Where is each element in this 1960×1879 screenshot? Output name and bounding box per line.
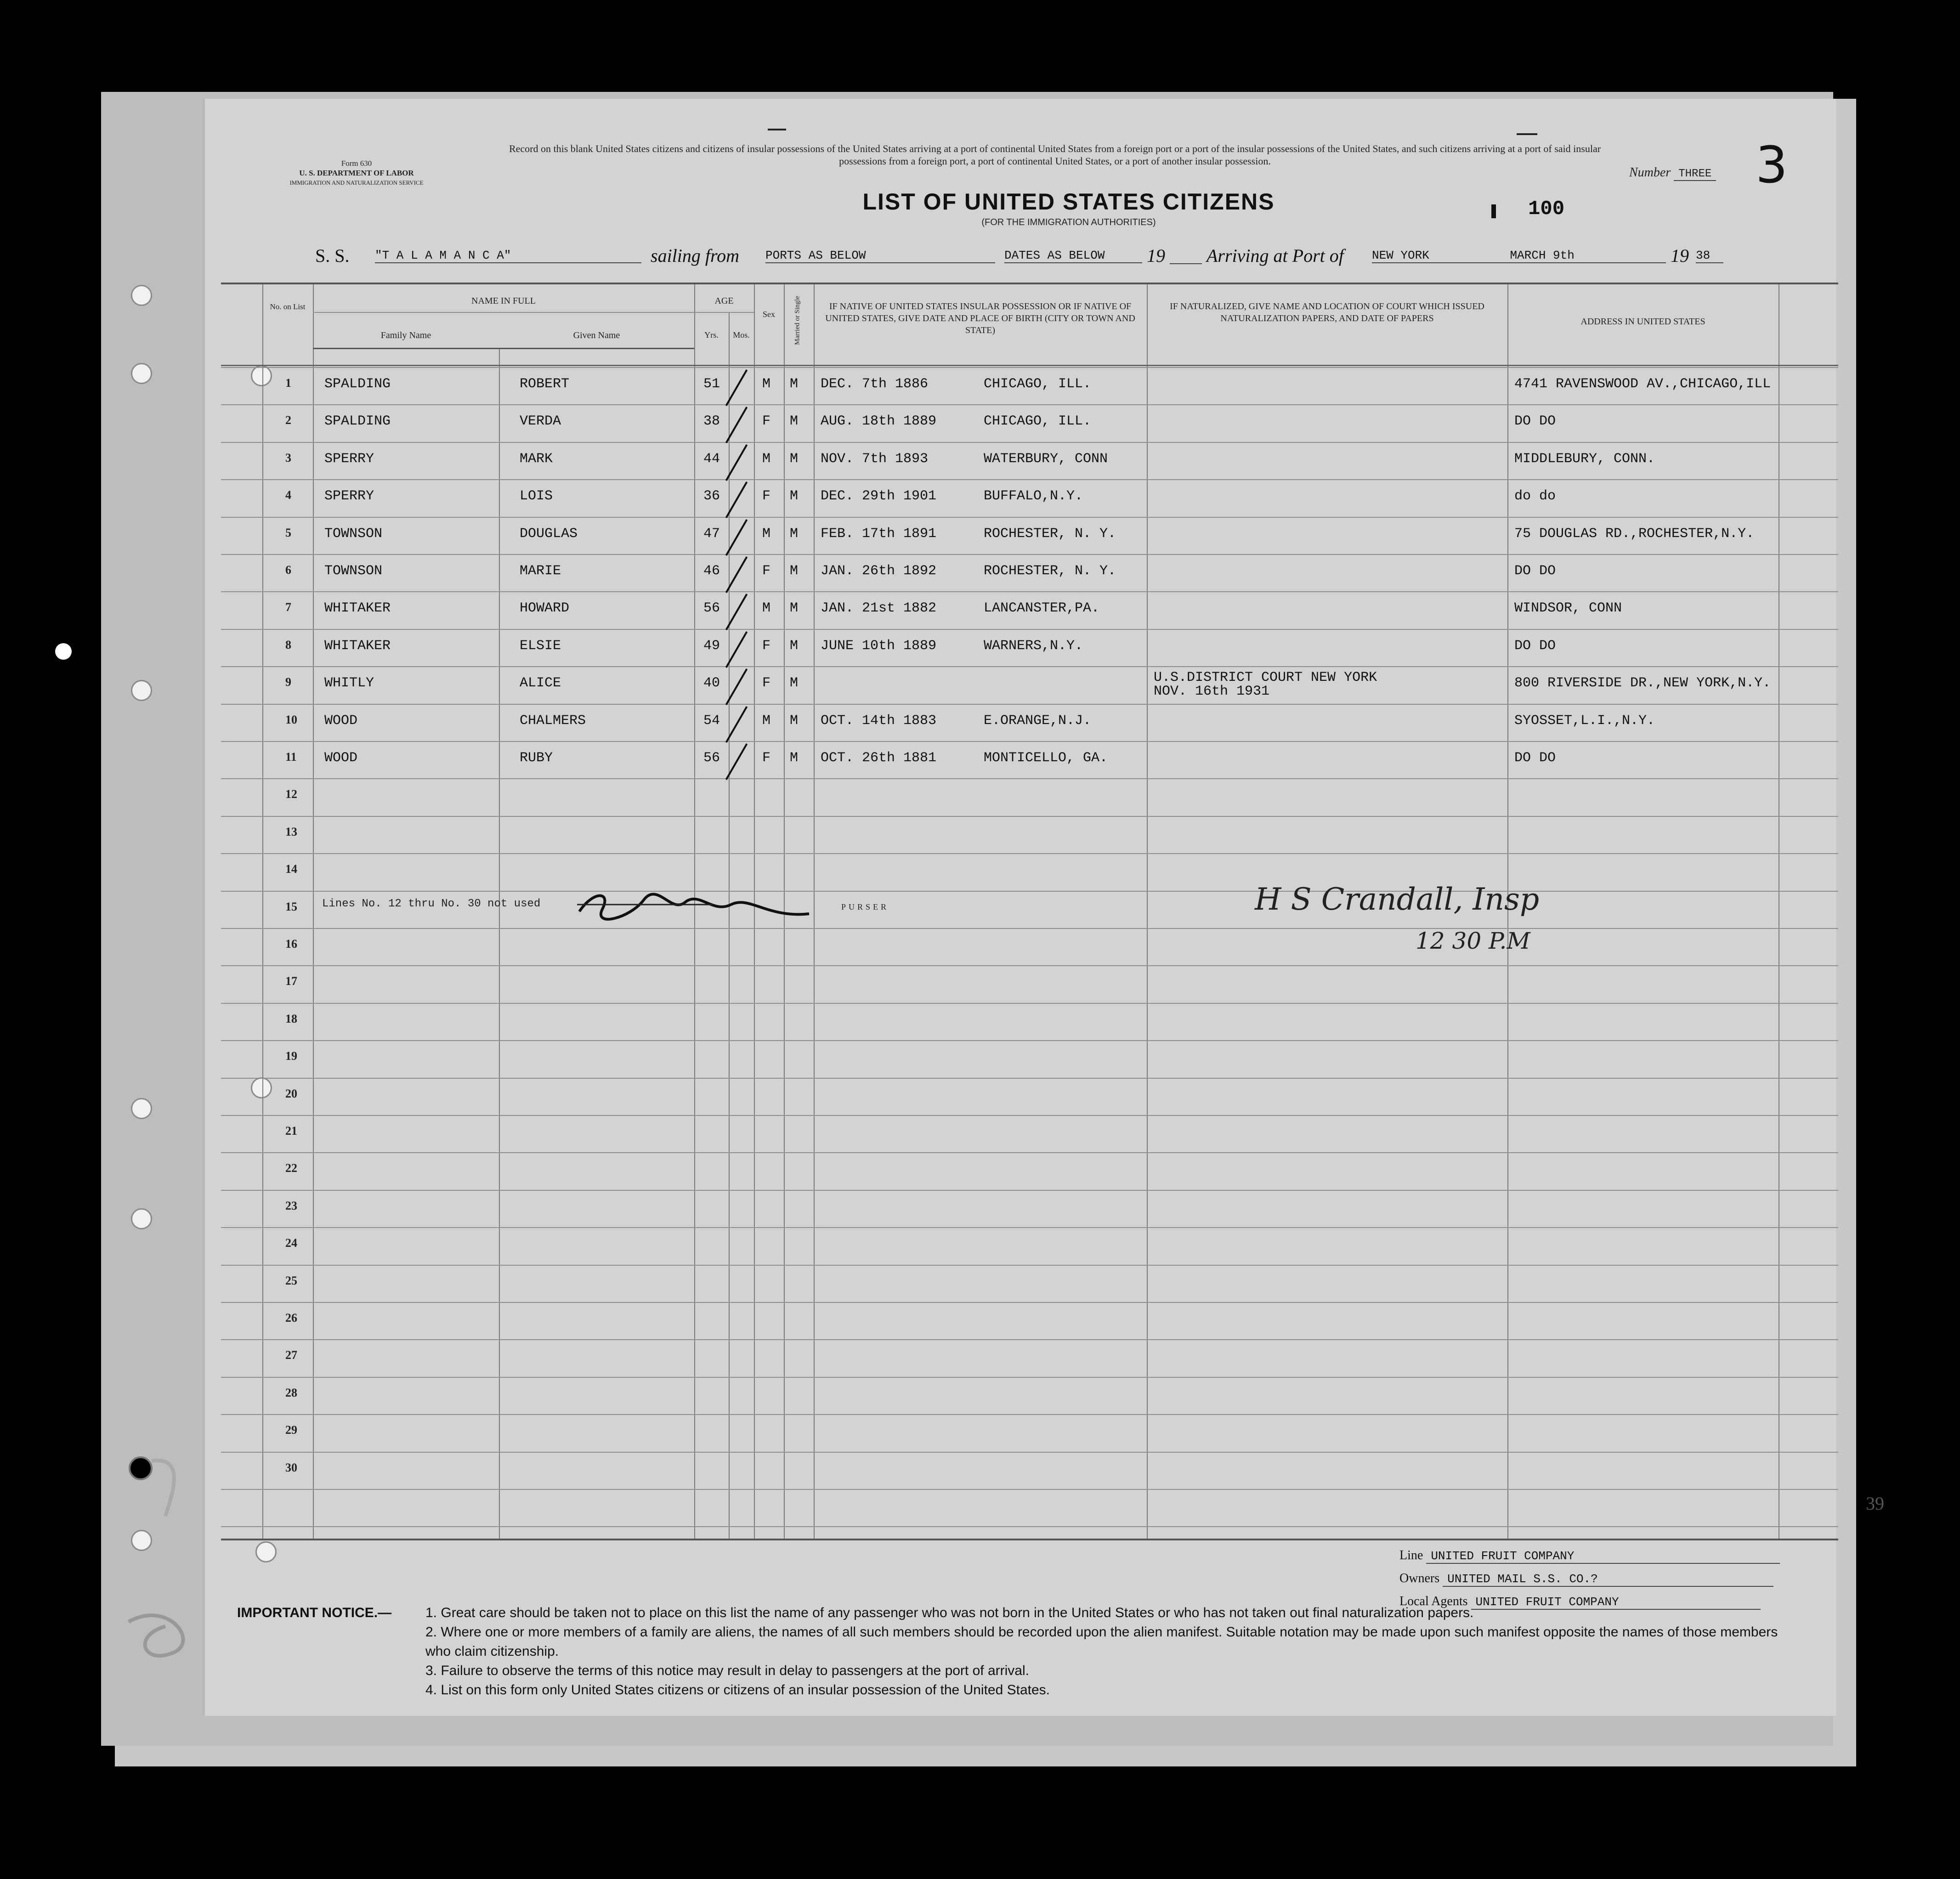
agents-label: Local Agents (1399, 1594, 1468, 1608)
table-row (221, 629, 1829, 666)
cell-birth-place: MONTICELLO, GA. (984, 750, 1108, 766)
arrival-year: 38 (1696, 249, 1723, 263)
cell-address: do do (1514, 488, 1556, 504)
tally-mark (725, 706, 748, 743)
cell-age: 54 (703, 713, 720, 729)
header-family-name: Family Name (380, 330, 431, 340)
agents-value: UNITED FRUIT COMPANY (1471, 1595, 1761, 1610)
owners-label: Owners (1399, 1571, 1440, 1585)
line-number: 18 (285, 1012, 297, 1025)
line-number: 25 (285, 1273, 297, 1287)
table-row (221, 704, 1829, 741)
header-no-on-list: No. on List (270, 302, 306, 311)
line-field (1399, 1548, 1813, 1571)
cell-address: WINDSOR, CONN (1514, 600, 1622, 617)
cell-address: 75 DOUGLAS RD.,ROCHESTER,N.Y. (1514, 526, 1755, 542)
cell-birth-place: WARNERS,N.Y. (984, 638, 1083, 654)
cell-address: DO DO (1514, 563, 1556, 579)
cell-address: MIDDLEBURY, CONN. (1514, 451, 1655, 467)
cell-no: 3 (285, 451, 291, 464)
ss-label: S. S. (315, 245, 350, 266)
cell-birth-place: E.ORANGE,N.J. (984, 713, 1092, 729)
cell-no: 8 (285, 638, 291, 651)
inspector-time: 12 30 P.M (1416, 928, 1530, 954)
tally-mark (725, 594, 748, 630)
table-row (221, 517, 1829, 554)
header-yrs: Yrs. (704, 330, 719, 340)
cell-given: LOIS (520, 488, 553, 504)
cell-given: CHALMERS (520, 713, 586, 729)
cell-no: 1 (285, 376, 291, 390)
cell-address: DO DO (1514, 413, 1556, 430)
cell-given: HOWARD (520, 600, 570, 617)
cell-birth-date: DEC. 7th 1886 (821, 376, 929, 392)
cell-sex: M (762, 600, 771, 617)
owners-value: UNITED MAIL S.S. CO.? (1443, 1572, 1773, 1587)
cell-ms: M (790, 600, 799, 617)
line-number: 19 (285, 1049, 297, 1063)
number-field (1629, 165, 1716, 180)
sailing-from: PORTS AS BELOW (765, 249, 995, 263)
cell-given: VERDA (520, 413, 561, 430)
cell-ms: M (790, 526, 799, 542)
purser-label: PURSER (841, 902, 889, 911)
cell-birth-date: FEB. 17th 1891 (821, 526, 937, 542)
cell-family: SPERRY (324, 488, 374, 504)
form-sheet (202, 99, 1884, 1716)
purser-signature-scribble (575, 886, 814, 928)
header-age: AGE (714, 296, 734, 306)
notice-item: 1. Great care should be taken not to place on this list the name of any passenger who was not born in the United States or who has not taken out final naturalization papers. (425, 1605, 1474, 1620)
cell-ms: M (790, 638, 799, 654)
cell-birth-date: OCT. 14th 1883 (821, 713, 937, 729)
notice-title: IMPORTANT NOTICE.— (237, 1605, 392, 1620)
cell-sex: F (762, 750, 771, 766)
cell-birth-place: BUFFALO,N.Y. (984, 488, 1083, 504)
port-name: NEW YORK (1372, 249, 1429, 262)
cell-ms: M (790, 675, 799, 691)
stamp-mark (1491, 204, 1496, 218)
header-address: ADDRESS IN UNITED STATES (1580, 317, 1705, 327)
cell-no: 9 (285, 675, 291, 689)
cell-age: 56 (703, 600, 720, 617)
department: U. S. DEPARTMENT OF LABOR (299, 169, 414, 177)
stamp-number: 100 (1528, 198, 1565, 221)
form-id-block (265, 158, 448, 187)
tally-mark (725, 369, 748, 406)
line-value: UNITED FRUIT COMPANY (1426, 1549, 1780, 1564)
tally-mark (725, 519, 748, 556)
dates-field: DATES AS BELOW (1004, 249, 1142, 263)
notice-item: 2. Where one or more members of a family are aliens, the names of all such members should be recorded upon the alien manifest. Suitable notation may be made upon such manifest opposite the names of those members who claim citizenship. (425, 1624, 1778, 1659)
cell-ms: M (790, 750, 799, 766)
tally-mark (725, 481, 748, 518)
cell-sex: F (762, 413, 771, 430)
cell-address: SYOSSET,L.I.,N.Y. (1514, 713, 1655, 729)
cell-sex: F (762, 488, 771, 504)
ship-name: "T A L A M A N C A" (375, 249, 641, 263)
cell-family: SPALDING (324, 413, 391, 430)
line-number: 21 (285, 1124, 297, 1138)
table-row (221, 367, 1829, 404)
cell-ms: M (790, 713, 799, 729)
cell-family: WHITAKER (324, 638, 391, 654)
cell-age: 47 (703, 526, 720, 542)
cell-family: WOOD (324, 713, 358, 729)
cell-birth-date: JAN. 26th 1892 (821, 563, 937, 579)
cell-ms: M (790, 451, 799, 467)
line-number: 20 (285, 1087, 297, 1100)
line-number: 16 (285, 937, 297, 951)
cell-age: 36 (703, 488, 720, 504)
cell-given: ALICE (520, 675, 561, 691)
cell-birth-date: AUG. 18th 1889 (821, 413, 937, 430)
tally-mark (725, 631, 748, 668)
cell-family: SPERRY (324, 451, 374, 467)
header-name-in-full: NAME IN FULL (471, 296, 536, 306)
binder-hole (131, 285, 152, 306)
dash-mark (768, 129, 786, 130)
cell-sex: M (762, 526, 771, 542)
header-mos: Mos. (733, 330, 750, 340)
port-field (1372, 249, 1666, 263)
cell-ms: M (790, 488, 799, 504)
line-number: 15 (285, 900, 297, 913)
line-number: 12 (285, 787, 297, 801)
form-title: LIST OF UNITED STATES CITIZENS (862, 189, 1275, 215)
binder-hole (255, 1541, 277, 1562)
cell-family: WHITLY (324, 675, 374, 691)
cell-no: 5 (285, 526, 291, 539)
cell-family: SPALDING (324, 376, 391, 392)
cell-birth-place: ROCHESTER, N. Y. (984, 563, 1116, 579)
pencil-scribble (115, 1452, 234, 1672)
table-row (221, 442, 1829, 479)
cell-ms: M (790, 563, 799, 579)
cell-address: DO DO (1514, 750, 1556, 766)
cell-family: TOWNSON (324, 563, 383, 579)
form-instructions: Record on this blank United States citizens and citizens of insular possessions of the United States arriving at a port of continental United States from a foreign port or a port of the insular possessions of the United States, and such citizens arriving at a port of said insular possessions from a foreign port, a port of continental United States, or a port of another insular possession. (509, 143, 1601, 167)
line-number: 24 (285, 1236, 297, 1250)
cell-family: WHITAKER (324, 600, 391, 617)
tally-mark (725, 444, 748, 481)
line-number: 29 (285, 1423, 297, 1437)
notice-list (425, 1603, 1795, 1700)
owners-field (1399, 1571, 1813, 1594)
line-label: Line (1399, 1548, 1423, 1562)
cell-sex: M (762, 713, 771, 729)
cell-given: MARK (520, 451, 553, 467)
header-birth: IF NATIVE OF UNITED STATES INSULAR POSSESSION OR IF NATIVE OF UNITED STATES, GIVE DATE AND PLACE OF BIRTH (CITY OR TOWN AND STATE) (825, 301, 1135, 335)
cell-birth-place: LANCANSTER,PA. (984, 600, 1100, 617)
line-number: 26 (285, 1311, 297, 1324)
line-number: 13 (285, 825, 297, 838)
binder-hole (55, 643, 72, 660)
voyage-line (315, 245, 1831, 272)
line-number: 28 (285, 1386, 297, 1399)
cell-no: 6 (285, 563, 291, 577)
cell-no: 2 (285, 413, 291, 427)
header-naturalized: IF NATURALIZED, GIVE NAME AND LOCATION OF COURT WHICH ISSUED NATURALIZATION PAPERS, AND DATE OF PAPERS (1170, 301, 1484, 323)
cell-given: ELSIE (520, 638, 561, 654)
arrival-date: MARCH 9th (1510, 249, 1575, 262)
cell-sex: F (762, 675, 771, 691)
cell-sex: F (762, 563, 771, 579)
notice-item: 4. List on this form only United States citizens or citizens of an insular possession of the United States. (425, 1682, 1050, 1698)
binder-hole (131, 1098, 152, 1119)
header-given-name: Given Name (573, 330, 620, 340)
cell-family: TOWNSON (324, 526, 383, 542)
cell-age: 56 (703, 750, 720, 766)
arrival-year-prefix: 19 (1671, 245, 1689, 266)
dash-mark (1517, 133, 1537, 135)
cell-birth-place: WATERBURY, CONN (984, 451, 1108, 467)
cell-no: 11 (285, 750, 297, 764)
arriving-label: Arriving at Port of (1207, 245, 1344, 266)
tally-mark (725, 407, 748, 443)
cell-ms: M (790, 376, 799, 392)
binder-hole (131, 680, 152, 701)
header-married-single: Married or Single (793, 296, 801, 345)
not-used-note: Lines No. 12 thru No. 30 not used (322, 898, 541, 910)
notice-item: 3. Failure to observe the terms of this notice may result in delay to passengers at the port of arrival. (425, 1663, 1029, 1678)
number-label: Number (1629, 165, 1671, 180)
cell-ms: M (790, 413, 799, 430)
cell-age: 46 (703, 563, 720, 579)
binder-hole (131, 1208, 152, 1229)
line-number: 14 (285, 862, 297, 876)
inspector-signature: H S Crandall, Insp (1255, 882, 1540, 917)
cell-age: 49 (703, 638, 720, 654)
tally-mark (725, 743, 748, 780)
cell-family: WOOD (324, 750, 358, 766)
sailing-label: sailing from (651, 245, 739, 266)
line-number: 22 (285, 1161, 297, 1175)
number-value: THREE (1674, 168, 1716, 181)
cell-birth-date: OCT. 26th 1881 (821, 750, 937, 766)
binder-hole (131, 363, 152, 384)
cell-birth-place: ROCHESTER, N. Y. (984, 526, 1116, 542)
table-row (221, 554, 1829, 591)
cell-age: 44 (703, 451, 720, 467)
cell-birth-place: CHICAGO, ILL. (984, 413, 1092, 430)
table-row (221, 591, 1829, 628)
cell-given: MARIE (520, 563, 561, 579)
purser-signature (575, 886, 814, 934)
number-handwritten: 3 (1756, 136, 1788, 194)
form-number: Form 630 (341, 159, 372, 168)
cell-birth-date: DEC. 29th 1901 (821, 488, 937, 504)
line-number: 27 (285, 1348, 297, 1362)
cell-given: RUBY (520, 750, 553, 766)
service: IMMIGRATION AND NATURALIZATION SERVICE (289, 179, 424, 186)
cell-birth-date: JUNE 10th 1889 (821, 638, 937, 654)
form-subtitle: (FOR THE IMMIGRATION AUTHORITIES) (981, 217, 1156, 227)
cell-address: DO DO (1514, 638, 1556, 654)
line-number: 17 (285, 974, 297, 988)
cell-no: 7 (285, 600, 291, 614)
citizens-table (221, 283, 1884, 1540)
line-number: 30 (285, 1460, 297, 1474)
cell-sex: F (762, 638, 771, 654)
cell-birth-date: JAN. 21st 1882 (821, 600, 937, 617)
table-row (221, 479, 1829, 516)
table-row (221, 404, 1829, 441)
cell-sex: M (762, 376, 771, 392)
cell-sex: M (762, 451, 771, 467)
header-sex: Sex (763, 310, 775, 319)
tally-mark (725, 556, 748, 593)
cell-no: 10 (285, 713, 297, 726)
cell-birth-date: NOV. 7th 1893 (821, 451, 929, 467)
cell-address: 800 RIVERSIDE DR.,NEW YORK,N.Y. (1514, 675, 1771, 691)
line-number: 23 (285, 1199, 297, 1212)
year-blank (1170, 249, 1202, 264)
cell-age: 38 (703, 413, 720, 430)
cell-age: 40 (703, 675, 720, 691)
cell-given: ROBERT (520, 376, 570, 392)
cell-age: 51 (703, 376, 720, 392)
cell-birth-place: CHICAGO, ILL. (984, 376, 1092, 392)
tally-mark (725, 668, 748, 705)
cell-address: 4741 RAVENSWOOD AV.,CHICAGO,ILL (1514, 376, 1771, 392)
table-row (221, 741, 1829, 778)
table-row (221, 666, 1829, 703)
cell-given: DOUGLAS (520, 526, 578, 542)
cell-naturalized: U.S.DISTRICT COURT NEW YORK NOV. 16th 1931 (1154, 670, 1377, 700)
year-prefix: 19 (1147, 245, 1165, 266)
page-number: 39 (1866, 1493, 1884, 1514)
cell-no: 4 (285, 488, 291, 502)
